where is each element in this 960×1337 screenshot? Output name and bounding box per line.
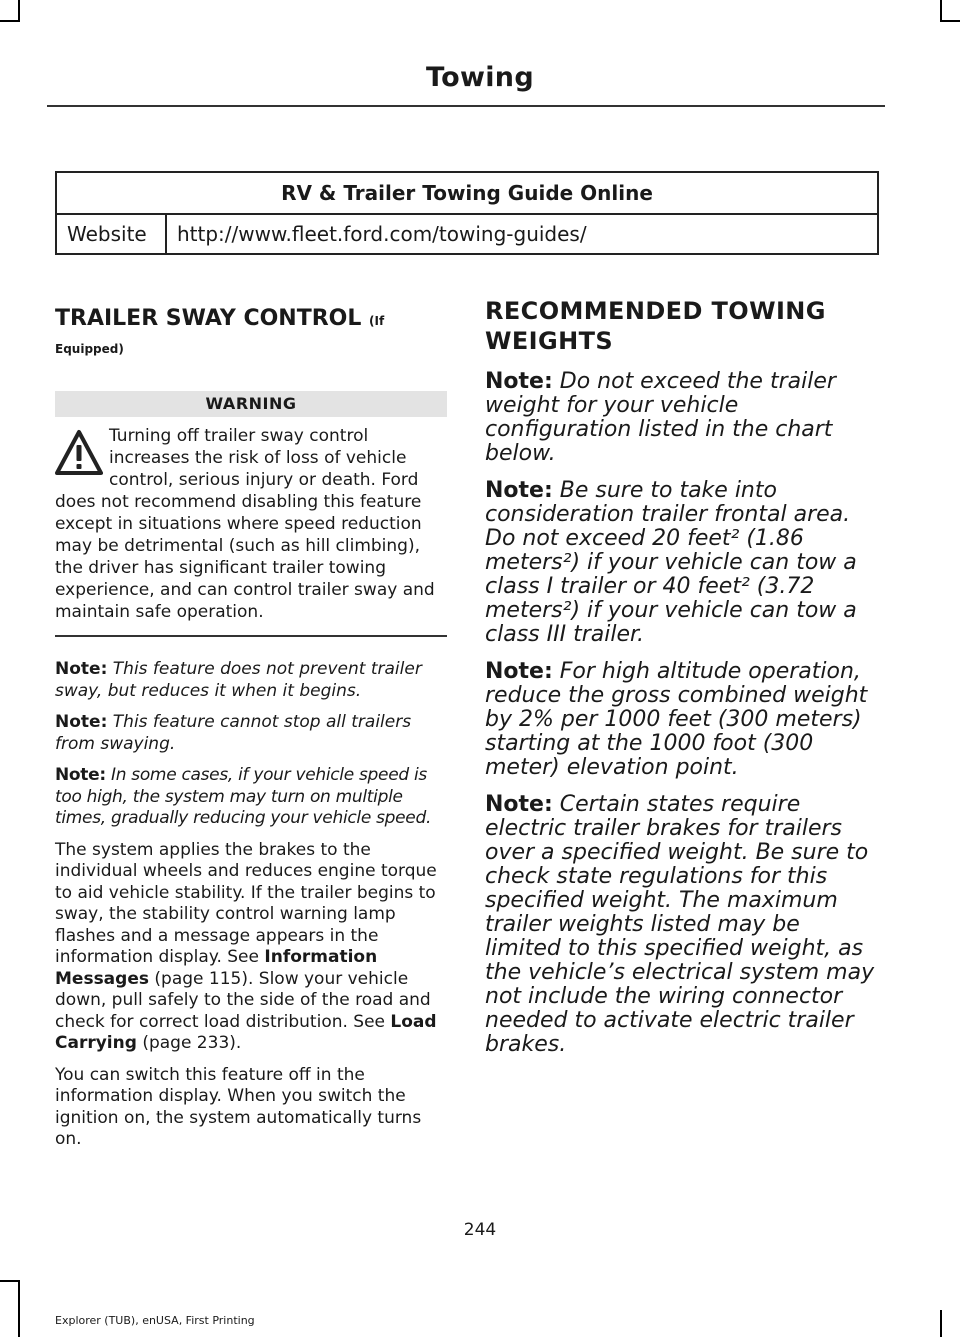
warning-text: Turning off trailer sway control increases the risk of loss of vehicle control, serious injury or death. Ford does not recommend disabling this feature except in situations where speed reduction may be detrimental (such as hill climbing), the driver has significant trailer towing experience, and can control trailer sway and maintain safe operation. [55,426,435,622]
section-title-trailer-sway-control: TRAILER SWAY CONTROL (If [55,306,385,331]
page-header-title: Towing [426,62,534,93]
table-row [56,214,878,254]
crop-mark-top-left-h [0,20,20,22]
link-information-messages[interactable]: Information Messages [55,947,378,989]
right-column [485,296,880,1070]
note-frontal-area: Note: Be sure to take into consideration trailer frontal area. Do not exceed 20 feet² (1.86 meters²) if your vehicle can tow a class I trailer or 40 feet² (3.72 meters²) if your vehicle can tow a class III trailer. [485,478,857,647]
towing-guide-table [55,171,879,255]
note-feature-does-not-prevent: Note: This feature does not prevent trailer sway, but reduces it when it begins. [55,659,422,701]
crop-mark-bottom-left-v [18,1280,20,1337]
table-cell-website-url: http://www.fleet.ford.com/towing-guides/ [166,214,878,254]
paragraph-switch-feature-off: You can switch this feature off in the information display. When you switch the ignition on, the system automatically turns on. [55,1064,422,1149]
crop-mark-bottom-right-v [940,1310,942,1337]
note-high-altitude: Note: For high altitude operation, reduce the gross combined weight by 2% per 1000 feet (300 meters) starting at the 1000 foot (300 meter) elevation point. [485,659,868,780]
note-do-not-exceed-weight: Note: Do not exceed the trailer weight for your vehicle configuration listed in the chart below. [485,369,836,466]
header-rule [47,105,885,107]
note-cannot-stop-all: Note: This feature cannot stop all trailers from swaying. [55,712,412,754]
section-title-suffix: (If [369,314,385,328]
crop-mark-bottom-left-h [0,1280,20,1282]
left-column [55,306,447,1161]
section-title-equipped: Equipped) [55,342,124,356]
crop-mark-top-right-h [940,20,960,22]
crop-mark-top-right-v [940,0,942,22]
section-title-recommended-towing-weights: RECOMMENDED TOWING WEIGHTS [485,297,826,355]
warning-triangle-icon [55,429,103,477]
warning-box [55,425,447,623]
page-number: 244 [463,1220,497,1240]
link-load-carrying[interactable]: Load Carrying [55,1011,437,1053]
warning-label-bar: WARNING [55,391,447,417]
note-speed-too-high: Note: In some cases, if your vehicle speed is too high, the system may turn on multiple times, gradually reducing your vehicle speed. [55,765,432,828]
paragraph-system-applies-brakes: The system applies the brakes to the individual wheels and reduces engine torque to aid vehicle stability. If the trailer begins to sway, the stability control warning lamp flashes and a message appears in the information display. See Information Messages (page 115). Slow your vehicle down, pull safely to the side of the road and check for correct load distribution. See Load Carrying (page 233). [55,839,437,1053]
crop-mark-top-left-v [18,0,20,22]
table-cell-website-label: Website [56,214,166,254]
note-electric-trailer-brakes: Note: Certain states require electric trailer brakes for trailers over a specified weight. Be sure to check state regulations for this specified weight. The maximum trailer weights listed may be limited to this specified weight, as the vehicle’s electrical system may not include the wiring connector needed to activate electric trailer brakes. [485,792,875,1057]
towing-guide-table-heading: RV & Trailer Towing Guide Online [56,172,878,214]
footer-print-info: Explorer (TUB), enUSA, First Printing [55,1314,255,1327]
